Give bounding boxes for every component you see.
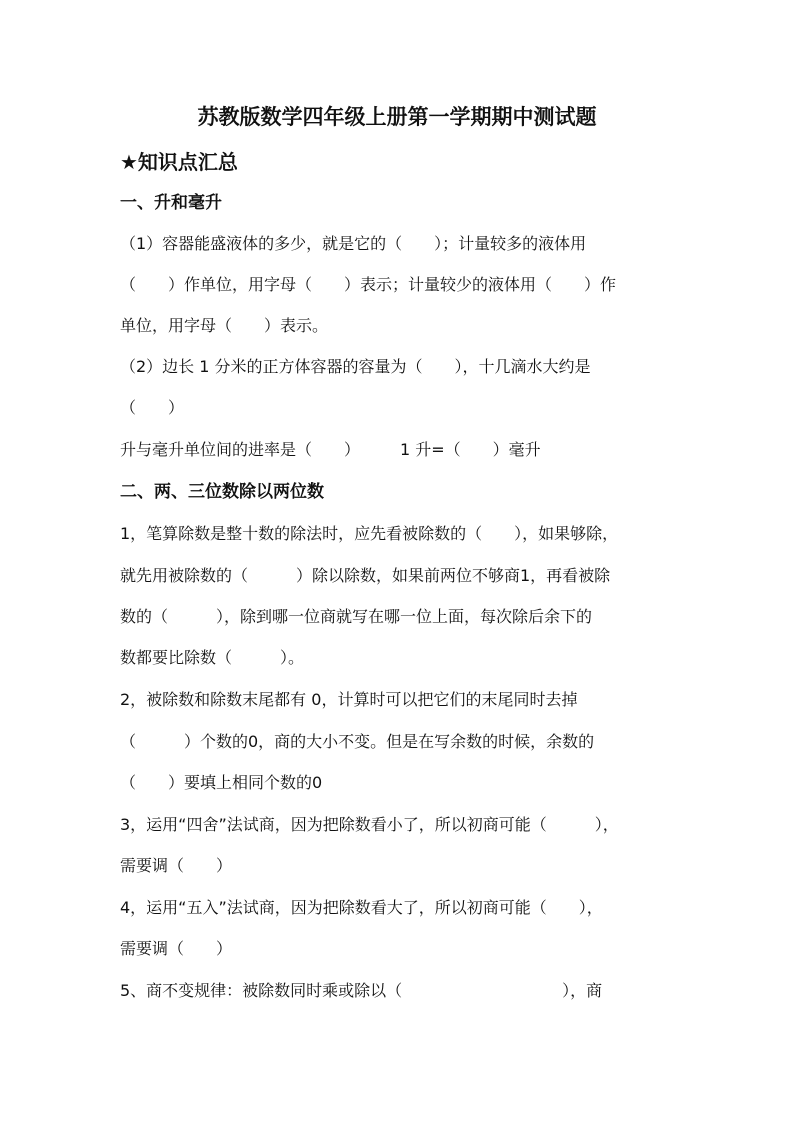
section-2-line: 5、商不变规律：被除数同时乘或除以（ ），商 bbox=[120, 981, 603, 1000]
section-1-line: 单位，用字母（ ）表示。 bbox=[120, 316, 329, 335]
section-2-line: 需要调（ ） bbox=[120, 939, 233, 958]
section-1-line: （ ）作单位，用字母（ ）表示；计量较少的液体用（ ）作 bbox=[120, 275, 617, 294]
section-2-line: 就先用被除数的（ ）除以除数，如果前两位不够商1，再看被除 bbox=[120, 566, 611, 585]
section-1-title: 一、升和毫升 bbox=[120, 193, 222, 213]
page-title: 苏教版数学四年级上册第一学期期中测试题 bbox=[197, 105, 597, 129]
section-2-line: 需要调（ ） bbox=[120, 856, 233, 875]
section-2-line: （ ）个数的0，商的大小不变。但是在写余数的时候，余数的 bbox=[120, 732, 595, 751]
section-2-line: 4，运用“五入”法试商，因为把除数看大了，所以初商可能（ ）， bbox=[120, 898, 603, 917]
section-2-line: 2，被除数和除数末尾都有 0，计算时可以把它们的末尾同时去掉 bbox=[120, 690, 578, 709]
section-1-line: （2）边长 1 分米的正方体容器的容量为（ ），十几滴水大约是 bbox=[120, 357, 591, 376]
section-2-title: 二、两、三位数除以两位数 bbox=[120, 482, 324, 502]
section-1-line: （ ） bbox=[120, 398, 185, 417]
section-1-line: 升与毫升单位间的进率是（ ） 1 升=（ ）毫升 bbox=[120, 440, 541, 459]
section-2-line: 数都要比除数（ ）。 bbox=[120, 648, 305, 667]
section-1-line: （1）容器能盛液体的多少，就是它的（ ）；计量较多的液体用 bbox=[120, 234, 587, 253]
summary-heading: ★知识点汇总 bbox=[120, 150, 238, 174]
section-2-line: 数的（ ），除到哪一位商就写在哪一位上面，每次除后余下的 bbox=[120, 607, 593, 626]
section-2-line: 3，运用“四舍”法试商，因为把除数看小了，所以初商可能（ ）， bbox=[120, 815, 619, 834]
section-2-line: 1，笔算除数是整十数的除法时，应先看被除数的（ ），如果够除， bbox=[120, 524, 619, 543]
section-2-line: （ ）要填上相同个数的0 bbox=[120, 773, 323, 792]
